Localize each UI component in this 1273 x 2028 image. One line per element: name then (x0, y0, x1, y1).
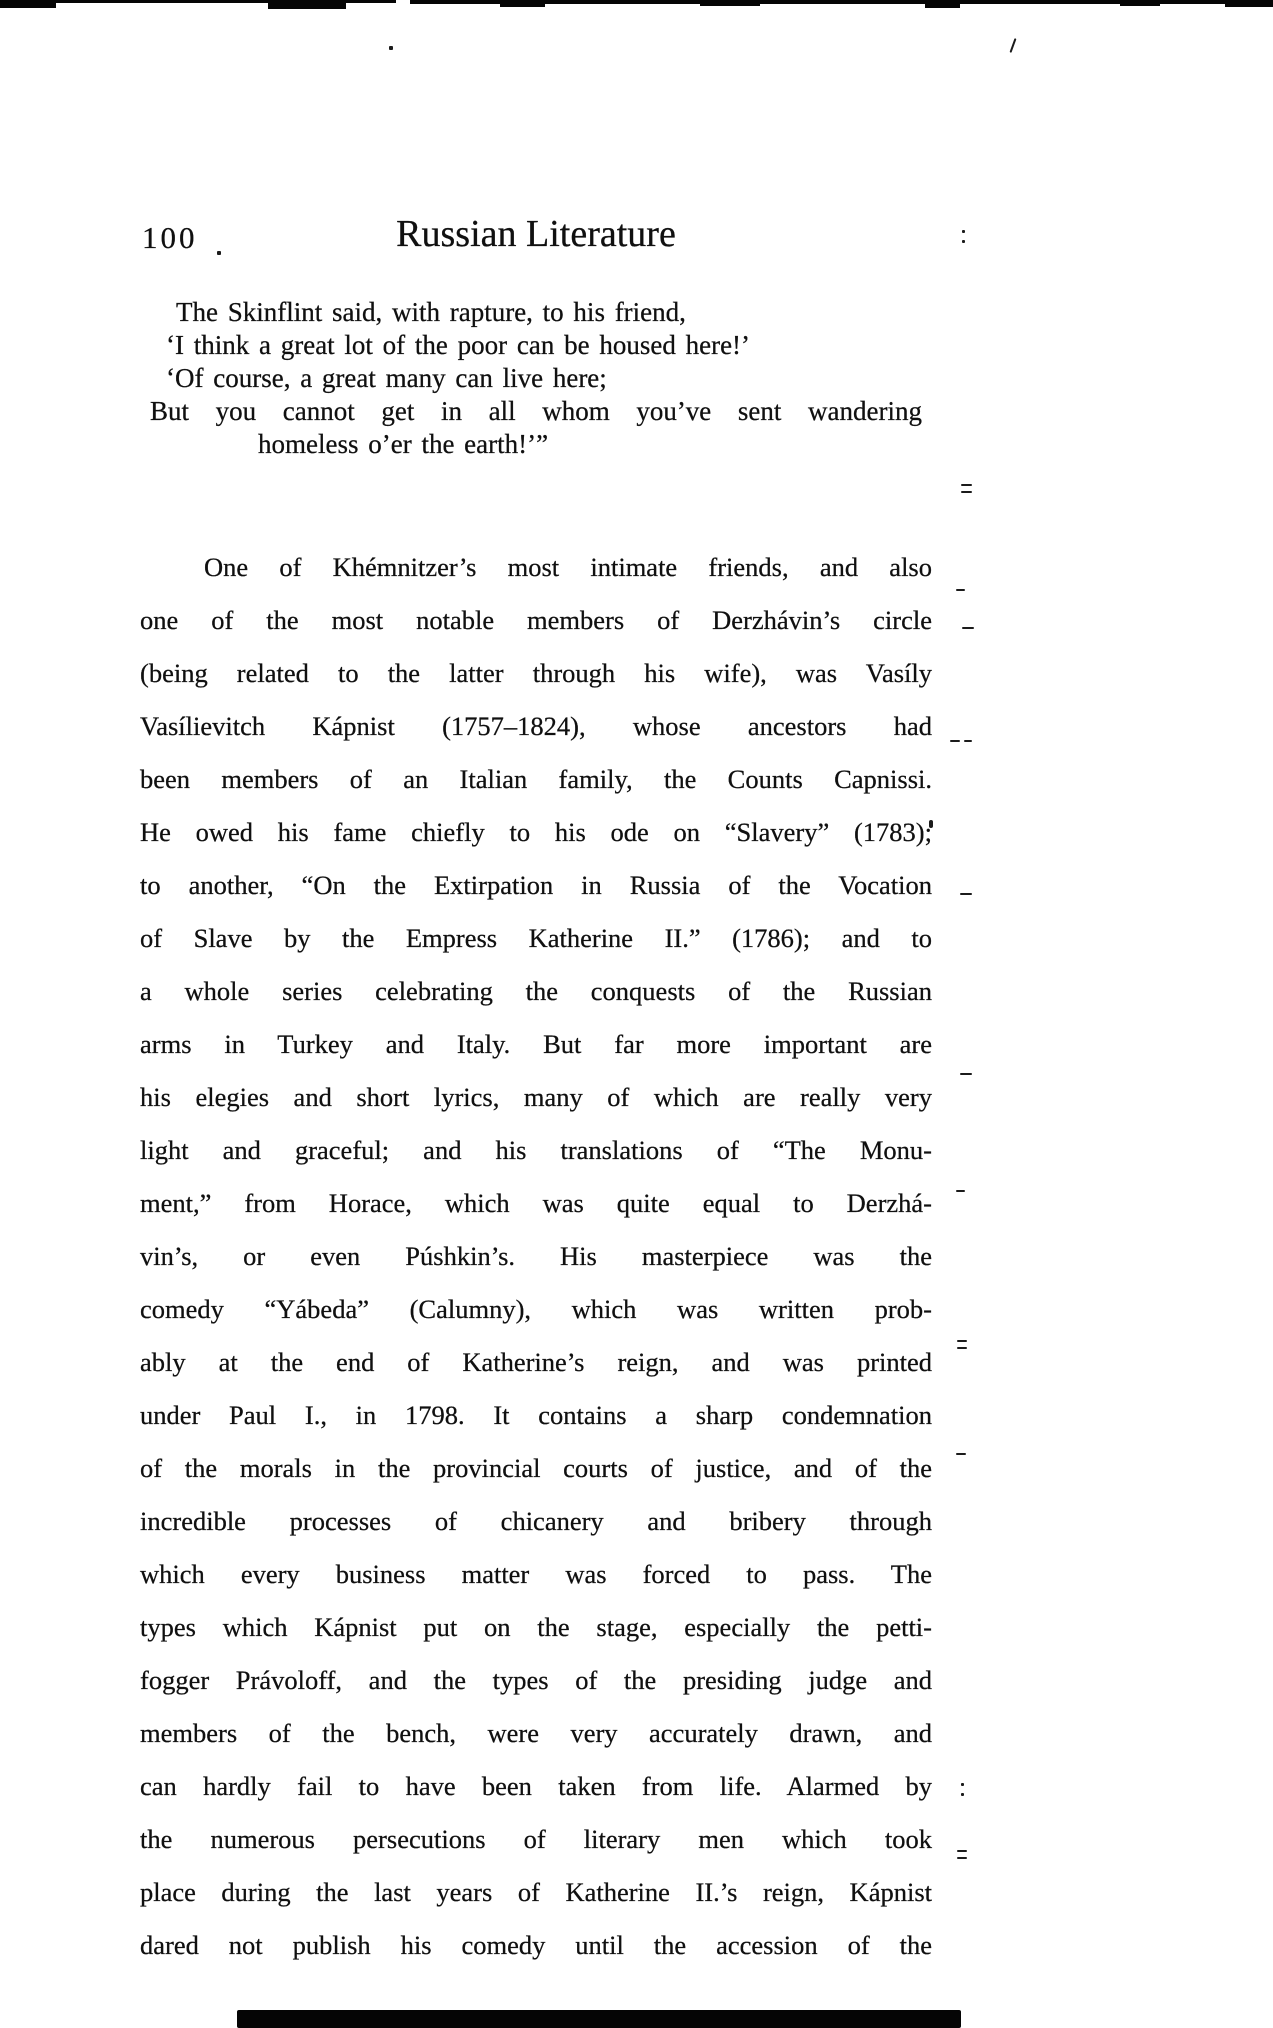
scan-speck (957, 1857, 967, 1859)
text-line: been members of an Italian family, the Counts Capnissi. (140, 764, 932, 794)
scan-speck (956, 589, 965, 591)
text-line: place during the last years of Katherine II.’s reign, Kápnist (140, 1877, 932, 1907)
text-line: under Paul I., in 1798. It contains a sharp condemnation (140, 1400, 932, 1430)
scan-speck (957, 1850, 967, 1852)
text-line: vin’s, or even Púshkin’s. His masterpiece was the (140, 1241, 932, 1271)
text-line: types which Kápnist put on the stage, especially the petti- (140, 1612, 932, 1642)
text-line: the numerous persecutions of literary men which took (140, 1824, 932, 1854)
page-title: Russian Literature (396, 213, 676, 255)
scan-speck (962, 230, 965, 233)
scan-speck (957, 1340, 967, 1342)
text-line: of Slave by the Empress Katherine II.” (1786); and to (140, 923, 932, 953)
text-line: of the morals in the provincial courts of justice, and of the (140, 1453, 932, 1483)
text-line: dared not publish his comedy until the accession of the (140, 1930, 932, 1960)
scan-speck (1009, 38, 1016, 53)
scan-speck (961, 1783, 964, 1786)
scan-speck (960, 893, 972, 895)
text-line: can hardly fail to have been taken from life. Alarmed by (140, 1771, 932, 1801)
text-line: fogger Právoloff, and the types of the presiding judge and (140, 1665, 932, 1695)
text-line: which every business matter was forced to pass. The (140, 1559, 932, 1589)
scan-edge-artifact (268, 0, 346, 9)
text-line: members of the bench, were very accurately drawn, and (140, 1718, 932, 1748)
body-paragraph (140, 541, 932, 1972)
quote-line: ‘I think a great lot of the poor can be housed here!’ (166, 330, 751, 360)
scan-speck (961, 484, 972, 486)
scan-speck (962, 627, 974, 629)
scan-edge-artifact (700, 0, 760, 6)
scan-speck (962, 240, 965, 243)
scan-speck (961, 491, 972, 493)
text-line: light and graceful; and his translations of “The Monu- (140, 1135, 932, 1165)
scan-speck (960, 1073, 972, 1075)
text-line: incredible processes of chicanery and bribery through (140, 1506, 932, 1536)
scan-speck (961, 1793, 964, 1796)
page-number: 100 (142, 220, 198, 255)
page-header (140, 212, 932, 264)
text-line: his elegies and short lyrics, many of which are really very (140, 1082, 932, 1112)
text-line: ment,” from Horace, which was quite equal to Derzhá- (140, 1188, 932, 1218)
scan-speck (957, 1347, 967, 1349)
scan-speck (964, 740, 972, 742)
text-line: (being related to the latter through his wife), was Vasíly (140, 658, 932, 688)
quote-line: ‘Of course, a great many can live here; (166, 363, 607, 393)
text-line: One of Khémnitzer’s most intimate friends, and also (204, 552, 932, 582)
text-line: one of the most notable members of Derzhávin’s circle (140, 605, 932, 635)
verse-quote (150, 296, 922, 461)
text-line: He owed his fame chiefly to his ode on “Slavery” (1783); (140, 817, 932, 847)
scan-edge-artifact (1225, 0, 1273, 7)
scan-edge-artifact (0, 0, 56, 8)
scan-speck (950, 740, 960, 742)
text-line: to another, “On the Extirpation in Russia of the Vocation (140, 870, 932, 900)
scan-edge-artifact (925, 0, 960, 8)
quote-line: The Skinflint said, with rapture, to his friend, (176, 297, 686, 327)
scan-speck (956, 1453, 966, 1455)
scan-bottom-bar-artifact (237, 2010, 961, 2028)
text-line: ably at the end of Katherine’s reign, and was printed (140, 1347, 932, 1377)
text-line: a whole series celebrating the conquests of the Russian (140, 976, 932, 1006)
quote-line: homeless o’er the earth!’” (258, 429, 549, 459)
scan-speck (956, 1190, 965, 1192)
scan-edge-artifact (1120, 0, 1160, 6)
text-line: arms in Turkey and Italy. But far more important are (140, 1029, 932, 1059)
scan-edge-artifact (500, 0, 545, 7)
quote-line: But you cannot get in all whom you’ve sent wandering (150, 396, 922, 426)
text-line: Vasílievitch Kápnist (1757–1824), whose ancestors had (140, 711, 932, 741)
scan-speck (389, 46, 393, 50)
text-line: comedy “Yábeda” (Calumny), which was written prob- (140, 1294, 932, 1324)
